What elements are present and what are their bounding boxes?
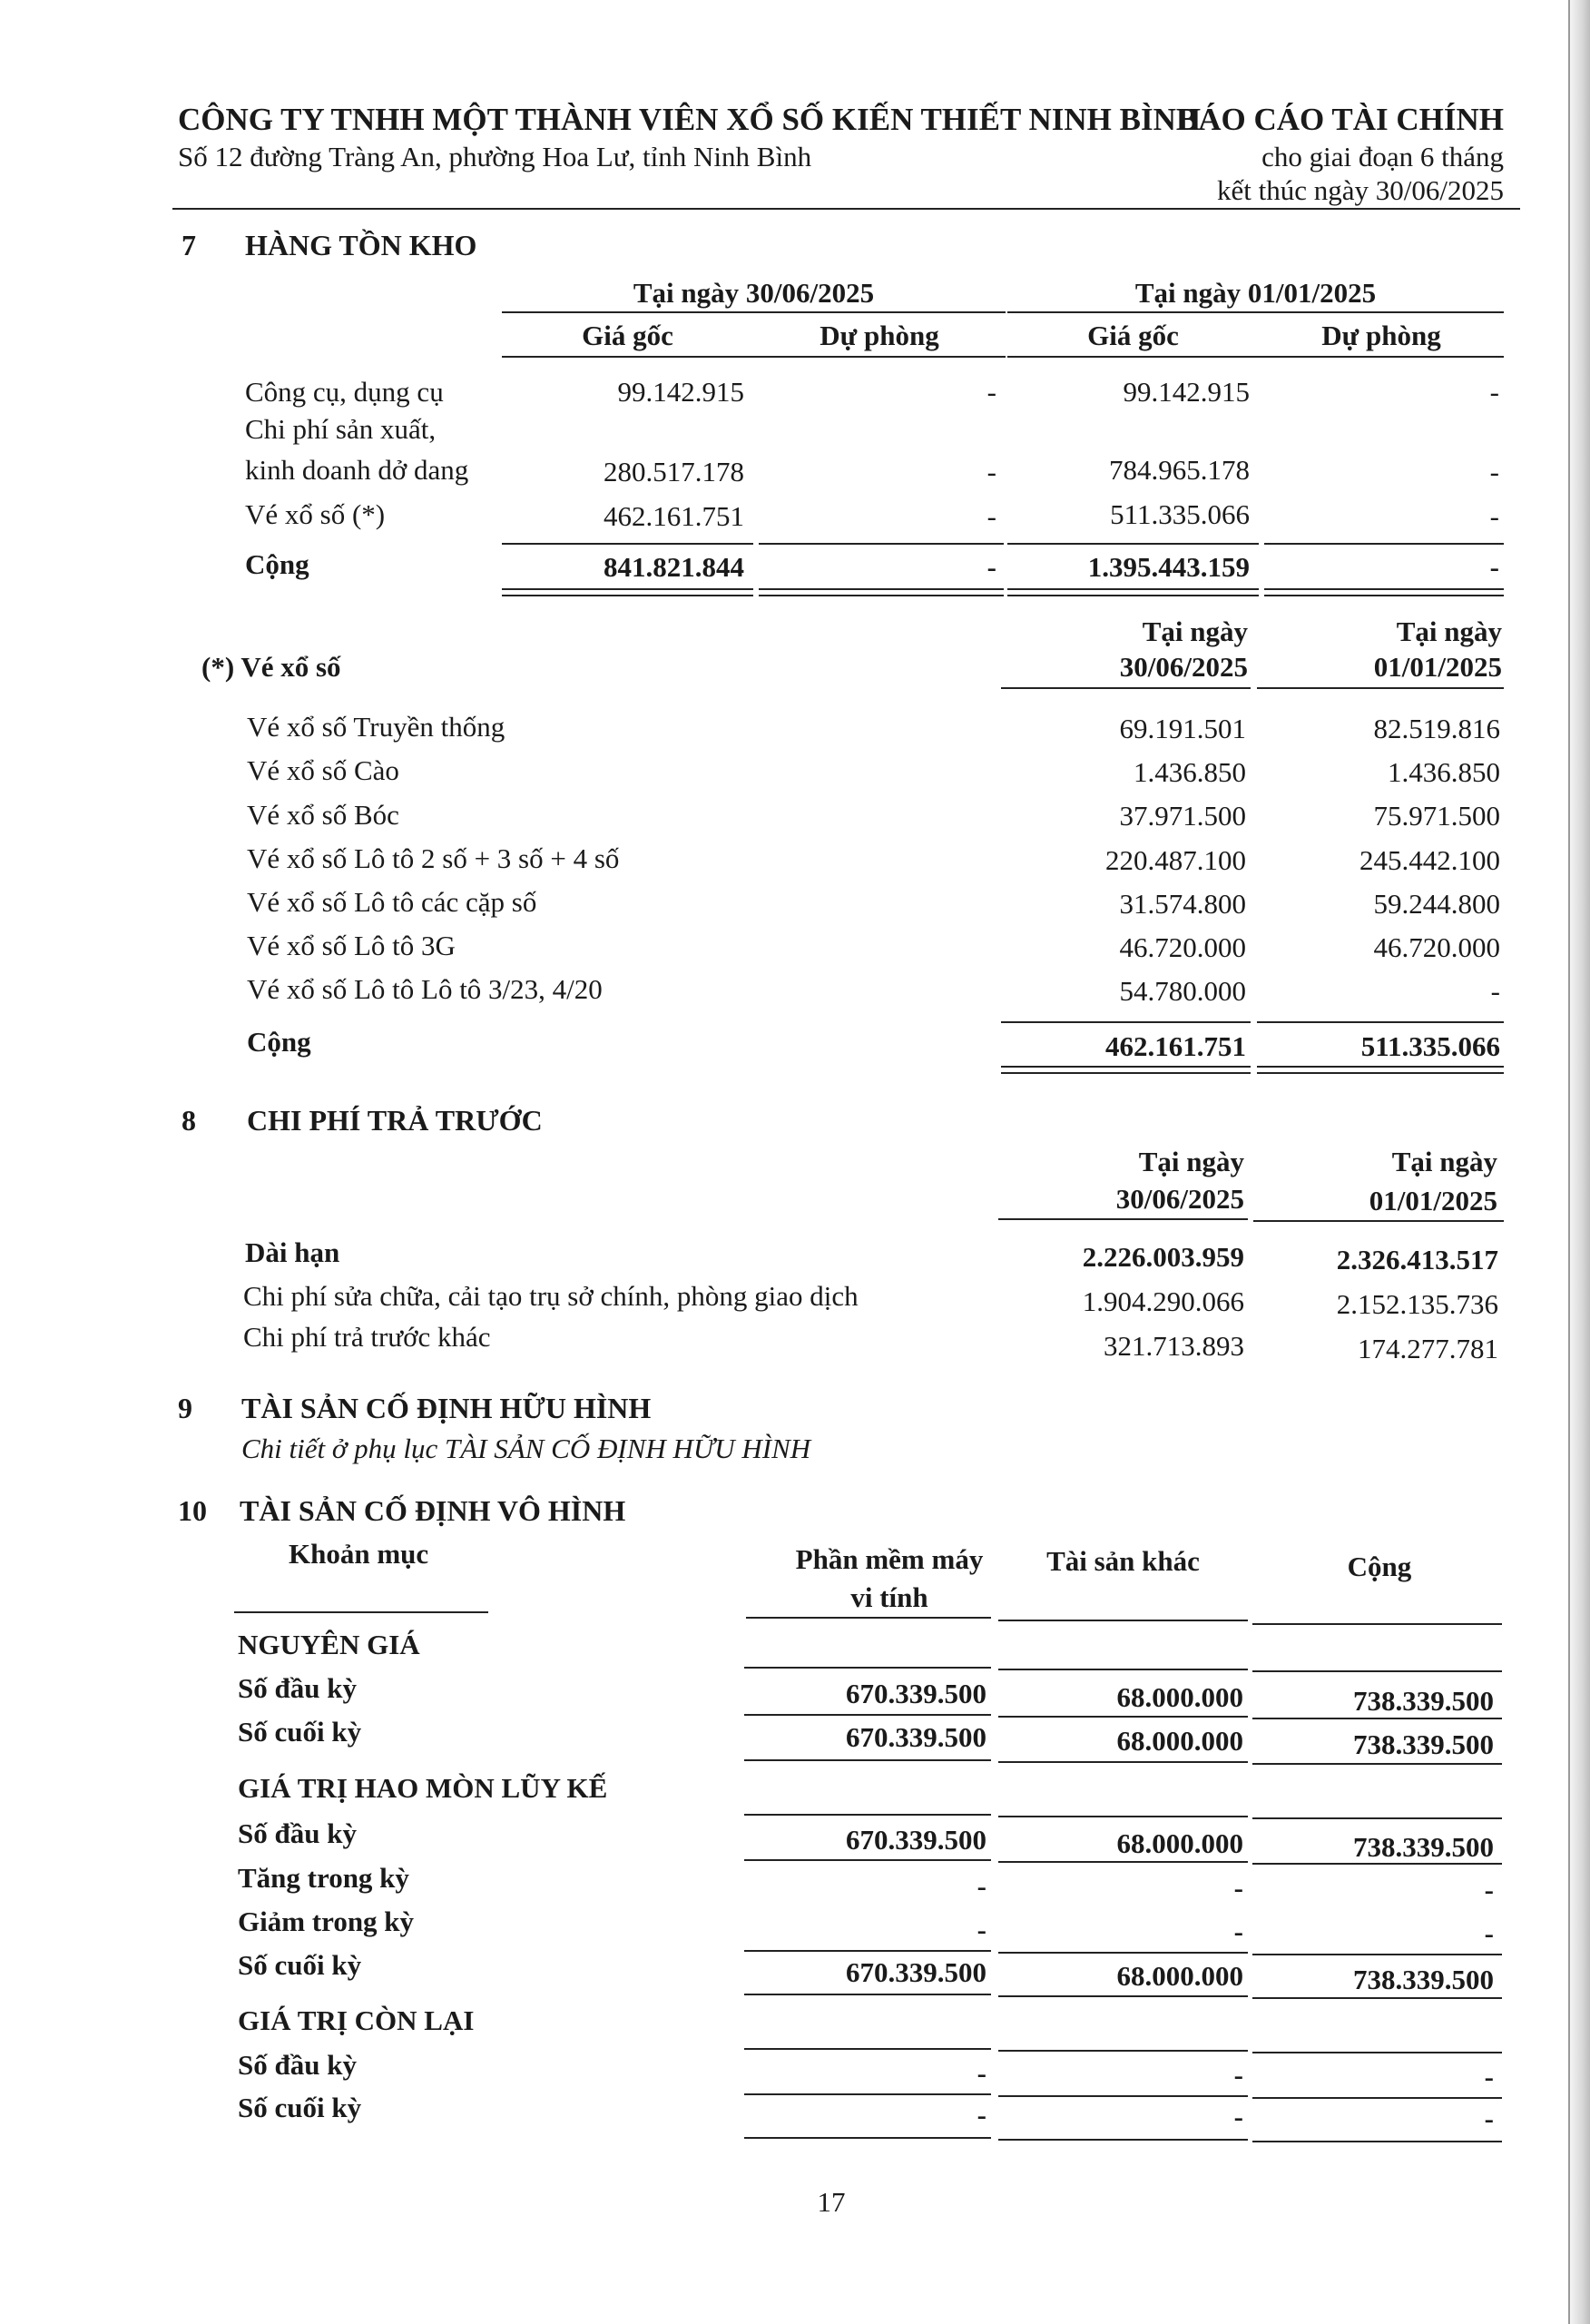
s7-row-label: Vé xổ số (*) <box>245 498 386 530</box>
s10-row-rule <box>744 1994 991 1995</box>
s10-row-rule <box>1252 1763 1502 1765</box>
s10-row-rule <box>744 1950 991 1952</box>
report-title: BÁO CÁO TÀI CHÍNH <box>1176 102 1504 137</box>
s8-row-label: Chi phí trả trước khác <box>243 1321 491 1353</box>
s10-rem-closing-other: - <box>1233 2101 1243 2132</box>
s10-row-rule <box>1252 1718 1502 1719</box>
tickets-row-label: Vé xổ số Lô tô 2 số + 3 số + 4 số <box>247 842 620 874</box>
s10-rem-opening-total: - <box>1484 2061 1494 2093</box>
s8-col2-a: Tại ngày <box>1391 1146 1497 1177</box>
tickets-total-v1: 462.161.751 <box>1105 1030 1246 1062</box>
section-10-number: 10 <box>178 1494 207 1527</box>
s7-row-prov-1: - <box>986 376 996 408</box>
s8-row-label: Chi phí sửa chữa, cải tạo trụ sở chính, phòng giao dịch <box>243 1280 859 1312</box>
section-8-number: 8 <box>182 1104 196 1137</box>
s8-col1-a: Tại ngày <box>1138 1146 1244 1177</box>
tickets-col1-b: 30/06/2025 <box>1119 651 1248 683</box>
s10-group-rule <box>998 1669 1248 1670</box>
section-10-title: TÀI SẢN CỐ ĐỊNH VÔ HÌNH <box>240 1494 626 1527</box>
report-period-line-2: kết thúc ngày 30/06/2025 <box>1217 174 1504 206</box>
s10-cost-closing-software: 670.339.500 <box>846 1721 986 1753</box>
s10-dep-opening-software: 670.339.500 <box>846 1824 986 1856</box>
s10-col-software-line-2: vi tính <box>850 1581 928 1613</box>
s10-dep-decrease-software: - <box>977 1914 986 1945</box>
s7-row-prov-2: - <box>1489 456 1499 487</box>
tickets-title: (*) Vé xổ số <box>201 651 341 683</box>
s10-item-col-rule <box>234 1611 488 1613</box>
s8-col2-b: 01/01/2025 <box>1369 1185 1497 1216</box>
s7-row-label: Chi phí sản xuất, <box>245 413 437 445</box>
s7-group-2-rule <box>1007 311 1504 313</box>
s7-total-top-rule <box>502 543 753 545</box>
s7-total-double-rule <box>502 588 753 596</box>
s10-col-other: Tài sản khác <box>1046 1545 1200 1577</box>
tickets-total-v2: 511.335.066 <box>1360 1030 1500 1062</box>
s10-group-rule <box>1252 1817 1502 1819</box>
s8-head-rule <box>1253 1220 1504 1222</box>
header-rule <box>172 208 1520 210</box>
s10-group-rule <box>998 1816 1248 1817</box>
s7-total-top-rule <box>1007 543 1259 545</box>
tickets-row-label: Vé xổ số Lô tô 3G <box>247 930 456 961</box>
s8-long-term-v2: 2.326.413.517 <box>1336 1244 1498 1275</box>
section-7-number: 7 <box>182 229 196 261</box>
tickets-row-v2: 75.971.500 <box>1373 800 1500 832</box>
s8-row-v2: 2.152.135.736 <box>1336 1288 1498 1320</box>
s7-total-double-rule <box>1007 588 1259 596</box>
s10-cost-closing-label: Số cuối kỳ <box>238 1716 362 1748</box>
company-name: CÔNG TY TNHH MỘT THÀNH VIÊN XỔ SỐ KIẾN THIẾT NINH BÌNH <box>178 102 1202 137</box>
s10-row-rule <box>998 2095 1248 2097</box>
tickets-head-rule <box>1001 687 1251 689</box>
s10-dep-closing-label: Số cuối kỳ <box>238 1949 362 1981</box>
s7-row-cost-2: 511.335.066 <box>1110 498 1250 530</box>
s10-col-total: Cộng <box>1347 1551 1412 1582</box>
s7-col-group-2: Tại ngày 01/01/2025 <box>1134 277 1377 309</box>
tickets-row-label: Vé xổ số Bóc <box>247 799 399 831</box>
s7-col-cost-1: Giá gốc <box>582 320 673 351</box>
s10-row-rule <box>998 1995 1248 1997</box>
s7-total-prov-2: - <box>1489 551 1499 583</box>
s10-original-cost-heading: NGUYÊN GIÁ <box>238 1629 420 1660</box>
s7-col-prov-2: Dự phòng <box>1321 320 1441 351</box>
s10-row-rule <box>998 1716 1248 1718</box>
s7-subhead-rule-2 <box>1007 356 1504 358</box>
s8-long-term-v1: 2.226.003.959 <box>1082 1241 1244 1273</box>
tickets-row-v2: 59.244.800 <box>1373 888 1500 920</box>
s7-total-cost-2: 1.395.443.159 <box>1087 551 1250 583</box>
tickets-row-label: Vé xổ số Lô tô Lô tô 3/23, 4/20 <box>247 973 603 1005</box>
tickets-col2-b: 01/01/2025 <box>1373 651 1502 683</box>
s10-row-rule <box>998 1761 1248 1763</box>
s10-head-rule <box>1252 1623 1502 1625</box>
s8-col1-b: 30/06/2025 <box>1115 1183 1244 1215</box>
s8-head-rule <box>998 1218 1248 1220</box>
tickets-row-label: Vé xổ số Lô tô các cặp số <box>247 886 537 918</box>
s10-row-rule <box>998 1952 1248 1954</box>
s10-dep-decrease-label: Giảm trong kỳ <box>238 1905 415 1937</box>
s10-remaining-heading: GIÁ TRỊ CÒN LẠI <box>238 2004 475 2036</box>
page-edge <box>1570 0 1590 2324</box>
tickets-row-v1: 46.720.000 <box>1119 931 1246 963</box>
s7-group-1-rule <box>502 311 1006 313</box>
tickets-row-v1: 1.436.850 <box>1134 756 1246 788</box>
s7-total-label: Cộng <box>245 548 309 580</box>
s7-row-cost-1: 462.161.751 <box>604 500 744 532</box>
s7-col-group-1: Tại ngày 30/06/2025 <box>633 277 875 309</box>
s10-dep-decrease-total: - <box>1484 1917 1494 1949</box>
s10-col-software-line-1: Phần mềm máy <box>795 1543 984 1575</box>
s10-rem-opening-software: - <box>977 2057 986 2089</box>
section-9-title: TÀI SẢN CỐ ĐỊNH HỮU HÌNH <box>241 1392 652 1424</box>
s10-rem-closing-total: - <box>1484 2102 1494 2134</box>
s10-row-rule <box>998 1861 1248 1863</box>
tickets-row-v1: 220.487.100 <box>1105 844 1246 876</box>
report-period-line-1: cho giai đoạn 6 tháng <box>1261 141 1504 172</box>
s10-dep-increase-label: Tăng trong kỳ <box>238 1862 409 1894</box>
s7-total-cost-1: 841.821.844 <box>604 551 744 583</box>
tickets-row-v2: 46.720.000 <box>1373 931 1500 963</box>
s10-cost-closing-total: 738.339.500 <box>1353 1728 1494 1760</box>
tickets-row-v2: 245.442.100 <box>1359 844 1500 876</box>
s10-cost-closing-other: 68.000.000 <box>1116 1725 1243 1757</box>
s10-col-item: Khoản mục <box>289 1538 429 1570</box>
s7-row-prov-2: - <box>1489 500 1499 532</box>
tickets-col2-a: Tại ngày <box>1396 615 1502 647</box>
s10-dep-closing-other: 68.000.000 <box>1116 1960 1243 1992</box>
s10-row-rule <box>1252 2097 1502 2099</box>
tickets-row-v1: 31.574.800 <box>1119 888 1246 920</box>
s10-row-rule <box>744 2137 991 2139</box>
s10-row-rule <box>1252 1863 1502 1865</box>
s10-group-rule <box>1252 1670 1502 1672</box>
s7-total-top-rule <box>1264 543 1504 545</box>
section-9-note: Chi tiết ở phụ lục TÀI SẢN CỐ ĐỊNH HỮU HÌNH <box>241 1433 811 1464</box>
s7-row-cost-1: 280.517.178 <box>604 456 744 487</box>
s8-row-v1: 1.904.290.066 <box>1082 1285 1244 1317</box>
s10-dep-opening-total: 738.339.500 <box>1353 1831 1494 1863</box>
s7-row-prov-2: - <box>1489 376 1499 408</box>
s10-row-rule <box>1252 1997 1502 1999</box>
tickets-row-v1: 54.780.000 <box>1119 975 1246 1007</box>
s10-dep-opening-other: 68.000.000 <box>1116 1827 1243 1859</box>
s10-group-rule <box>744 1667 991 1669</box>
s10-row-rule <box>744 1759 991 1761</box>
s10-cost-opening-total: 738.339.500 <box>1353 1685 1494 1717</box>
s7-row-label-cont: kinh doanh dở dang <box>245 454 469 486</box>
s10-dep-opening-label: Số đầu kỳ <box>238 1817 357 1849</box>
tickets-total-label: Cộng <box>247 1026 311 1058</box>
company-address: Số 12 đường Tràng An, phường Hoa Lư, tỉnh Ninh Bình <box>178 141 812 172</box>
s7-col-prov-1: Dự phòng <box>820 320 939 351</box>
tickets-row-label: Vé xổ số Cào <box>247 754 399 786</box>
s10-rem-closing-label: Số cuối kỳ <box>238 2092 362 2123</box>
s10-rem-opening-label: Số đầu kỳ <box>238 2049 357 2081</box>
s7-row-prov-1: - <box>986 500 996 532</box>
s7-row-cost-2: 784.965.178 <box>1109 454 1250 486</box>
tickets-row-v1: 37.971.500 <box>1119 800 1246 832</box>
s10-dep-closing-software: 670.339.500 <box>846 1956 986 1988</box>
s10-row-rule <box>998 2139 1248 2141</box>
tickets-row-label: Vé xổ số Truyền thống <box>247 711 505 743</box>
s7-row-label: Công cụ, dụng cụ <box>245 376 444 408</box>
s10-dep-closing-total: 738.339.500 <box>1353 1964 1494 1995</box>
s10-group-rule <box>744 1814 991 1816</box>
s7-row-cost-2: 99.142.915 <box>1123 376 1250 408</box>
page-number: 17 <box>817 2186 846 2218</box>
tickets-total-double-rule <box>1001 1066 1251 1074</box>
tickets-total-top-rule <box>1257 1021 1504 1023</box>
s10-dep-increase-total: - <box>1484 1874 1494 1905</box>
s10-cost-opening-other: 68.000.000 <box>1116 1681 1243 1713</box>
section-9-number: 9 <box>178 1392 192 1424</box>
tickets-col1-a: Tại ngày <box>1142 615 1248 647</box>
s7-total-double-rule <box>1264 588 1504 596</box>
s8-long-term-label: Dài hạn <box>245 1236 340 1268</box>
tickets-row-v2: - <box>1490 975 1500 1007</box>
s7-total-double-rule <box>759 588 1004 596</box>
s10-group-rule <box>744 2048 991 2050</box>
s8-row-v2: 174.277.781 <box>1358 1333 1498 1364</box>
s7-subhead-rule-1 <box>502 356 1006 358</box>
tickets-head-rule <box>1257 687 1504 689</box>
s10-row-rule <box>1252 1954 1502 1955</box>
s10-head-rule <box>998 1620 1248 1621</box>
tickets-total-double-rule <box>1257 1066 1504 1074</box>
s7-total-prov-1: - <box>986 551 996 583</box>
s10-depreciation-heading: GIÁ TRỊ HAO MÒN LŨY KẾ <box>238 1772 608 1804</box>
s8-row-v1: 321.713.893 <box>1104 1330 1244 1362</box>
s10-row-rule <box>744 2093 991 2095</box>
s10-dep-increase-other: - <box>1233 1872 1243 1904</box>
s7-col-cost-2: Giá gốc <box>1087 320 1179 351</box>
tickets-row-v2: 1.436.850 <box>1388 756 1500 788</box>
s10-cost-opening-label: Số đầu kỳ <box>238 1672 357 1704</box>
section-7-title: HÀNG TỒN KHO <box>245 229 477 261</box>
s10-rem-closing-software: - <box>977 2099 986 2131</box>
s7-total-top-rule <box>759 543 1004 545</box>
tickets-total-top-rule <box>1001 1021 1251 1023</box>
s10-rem-opening-other: - <box>1233 2059 1243 2091</box>
s7-row-cost-1: 99.142.915 <box>617 376 744 408</box>
s10-head-rule <box>746 1617 991 1619</box>
s7-row-prov-1: - <box>986 456 996 487</box>
s10-group-rule <box>998 2050 1248 2052</box>
s10-dep-decrease-other: - <box>1233 1915 1243 1947</box>
s10-row-rule <box>744 1714 991 1716</box>
s10-group-rule <box>1252 2052 1502 2053</box>
tickets-row-v2: 82.519.816 <box>1373 713 1500 744</box>
s10-row-rule <box>744 1859 991 1861</box>
section-8-title: CHI PHÍ TRẢ TRƯỚC <box>247 1104 543 1137</box>
s10-cost-opening-software: 670.339.500 <box>846 1678 986 1709</box>
s10-row-rule <box>1252 2141 1502 2142</box>
tickets-row-v1: 69.191.501 <box>1119 713 1246 744</box>
s10-dep-increase-software: - <box>977 1870 986 1902</box>
